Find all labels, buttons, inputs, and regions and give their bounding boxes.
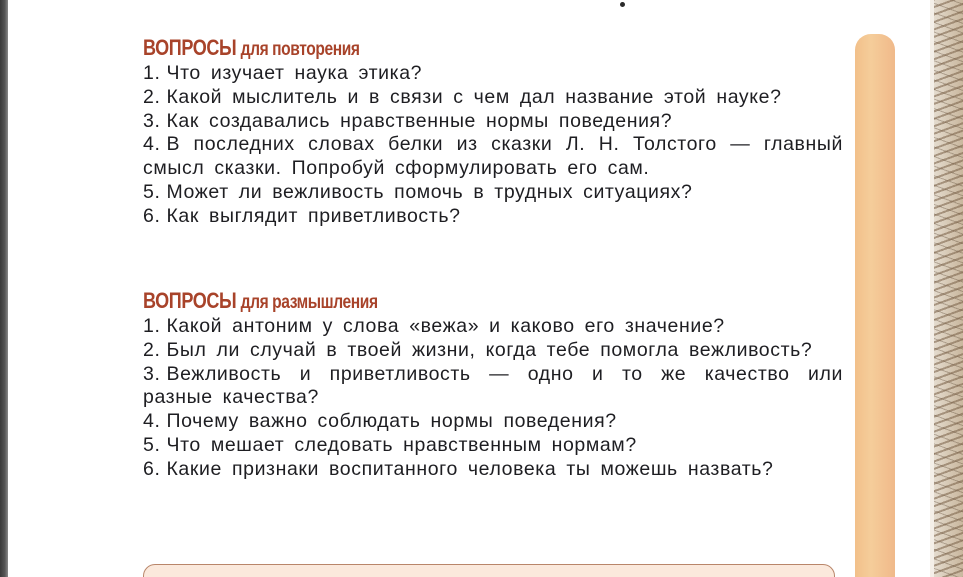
question-number: 2. (143, 85, 161, 108)
heading-tail: для размышления (240, 292, 378, 313)
question-number: 1. (143, 315, 161, 337)
heading-lead: ВОПРОСЫ (143, 288, 237, 313)
question-item (143, 363, 843, 411)
review-questions-section (143, 36, 843, 229)
question-number: 5. (143, 433, 161, 456)
page-binding-edge (0, 0, 8, 577)
question-item (143, 410, 843, 434)
question-item (143, 205, 843, 229)
question-text: Как выглядит приветливость? (166, 204, 461, 227)
question-list (143, 62, 843, 229)
question-item (143, 181, 843, 205)
question-text: Что мешает следовать нравственным нормам? (166, 433, 637, 456)
question-number: 1. (143, 62, 161, 84)
question-list (143, 315, 843, 482)
question-number: 4. (143, 133, 161, 156)
question-item (143, 110, 843, 134)
question-item (143, 434, 843, 458)
reflection-questions-section (143, 289, 843, 482)
heading-tail: для повторения (240, 39, 360, 60)
question-number: 6. (143, 457, 161, 480)
question-number: 2. (143, 338, 161, 361)
question-item (143, 86, 843, 110)
question-number: 5. (143, 180, 161, 203)
question-item (143, 315, 843, 339)
question-item (143, 458, 843, 482)
question-text: Был ли случай в твоей жизни, когда тебе помогла вежливость? (166, 338, 813, 361)
question-text: Почему важно соблюдать нормы поведения? (166, 410, 617, 433)
section-heading (143, 289, 717, 315)
question-number: 3. (143, 109, 161, 132)
side-margin-tab (855, 34, 895, 577)
question-number: 4. (143, 410, 161, 433)
question-number: 3. (143, 362, 161, 385)
question-number: 6. (143, 204, 161, 227)
question-text: Какой мыслитель и в связи с чем дал название этой науке? (166, 85, 782, 108)
heading-lead: ВОПРОСЫ (143, 35, 237, 60)
question-text: Что изучает наука этика? (166, 62, 423, 84)
next-info-box (143, 564, 835, 577)
question-text: Как создавались нравственные нормы поведения? (166, 109, 673, 132)
print-dot (620, 2, 625, 7)
section-heading (143, 36, 717, 62)
question-item (143, 339, 843, 363)
question-text: В последних словах белки из сказки Л. Н. Толстого — главный смысл сказки. Попробуй сформулировать его сам. (143, 133, 843, 180)
question-text: Вежливость и приветливость — одно и то же качество или разные качества? (143, 362, 843, 409)
question-text: Какой антоним у слова «вежа» и каково его значение? (166, 315, 725, 337)
question-text: Может ли вежливость помочь в трудных ситуациях? (166, 180, 693, 203)
question-item (143, 133, 843, 181)
question-text: Какие признаки воспитанного человека ты можешь назвать? (166, 457, 774, 480)
question-item (143, 62, 843, 86)
decorative-texture-strip (930, 0, 963, 577)
